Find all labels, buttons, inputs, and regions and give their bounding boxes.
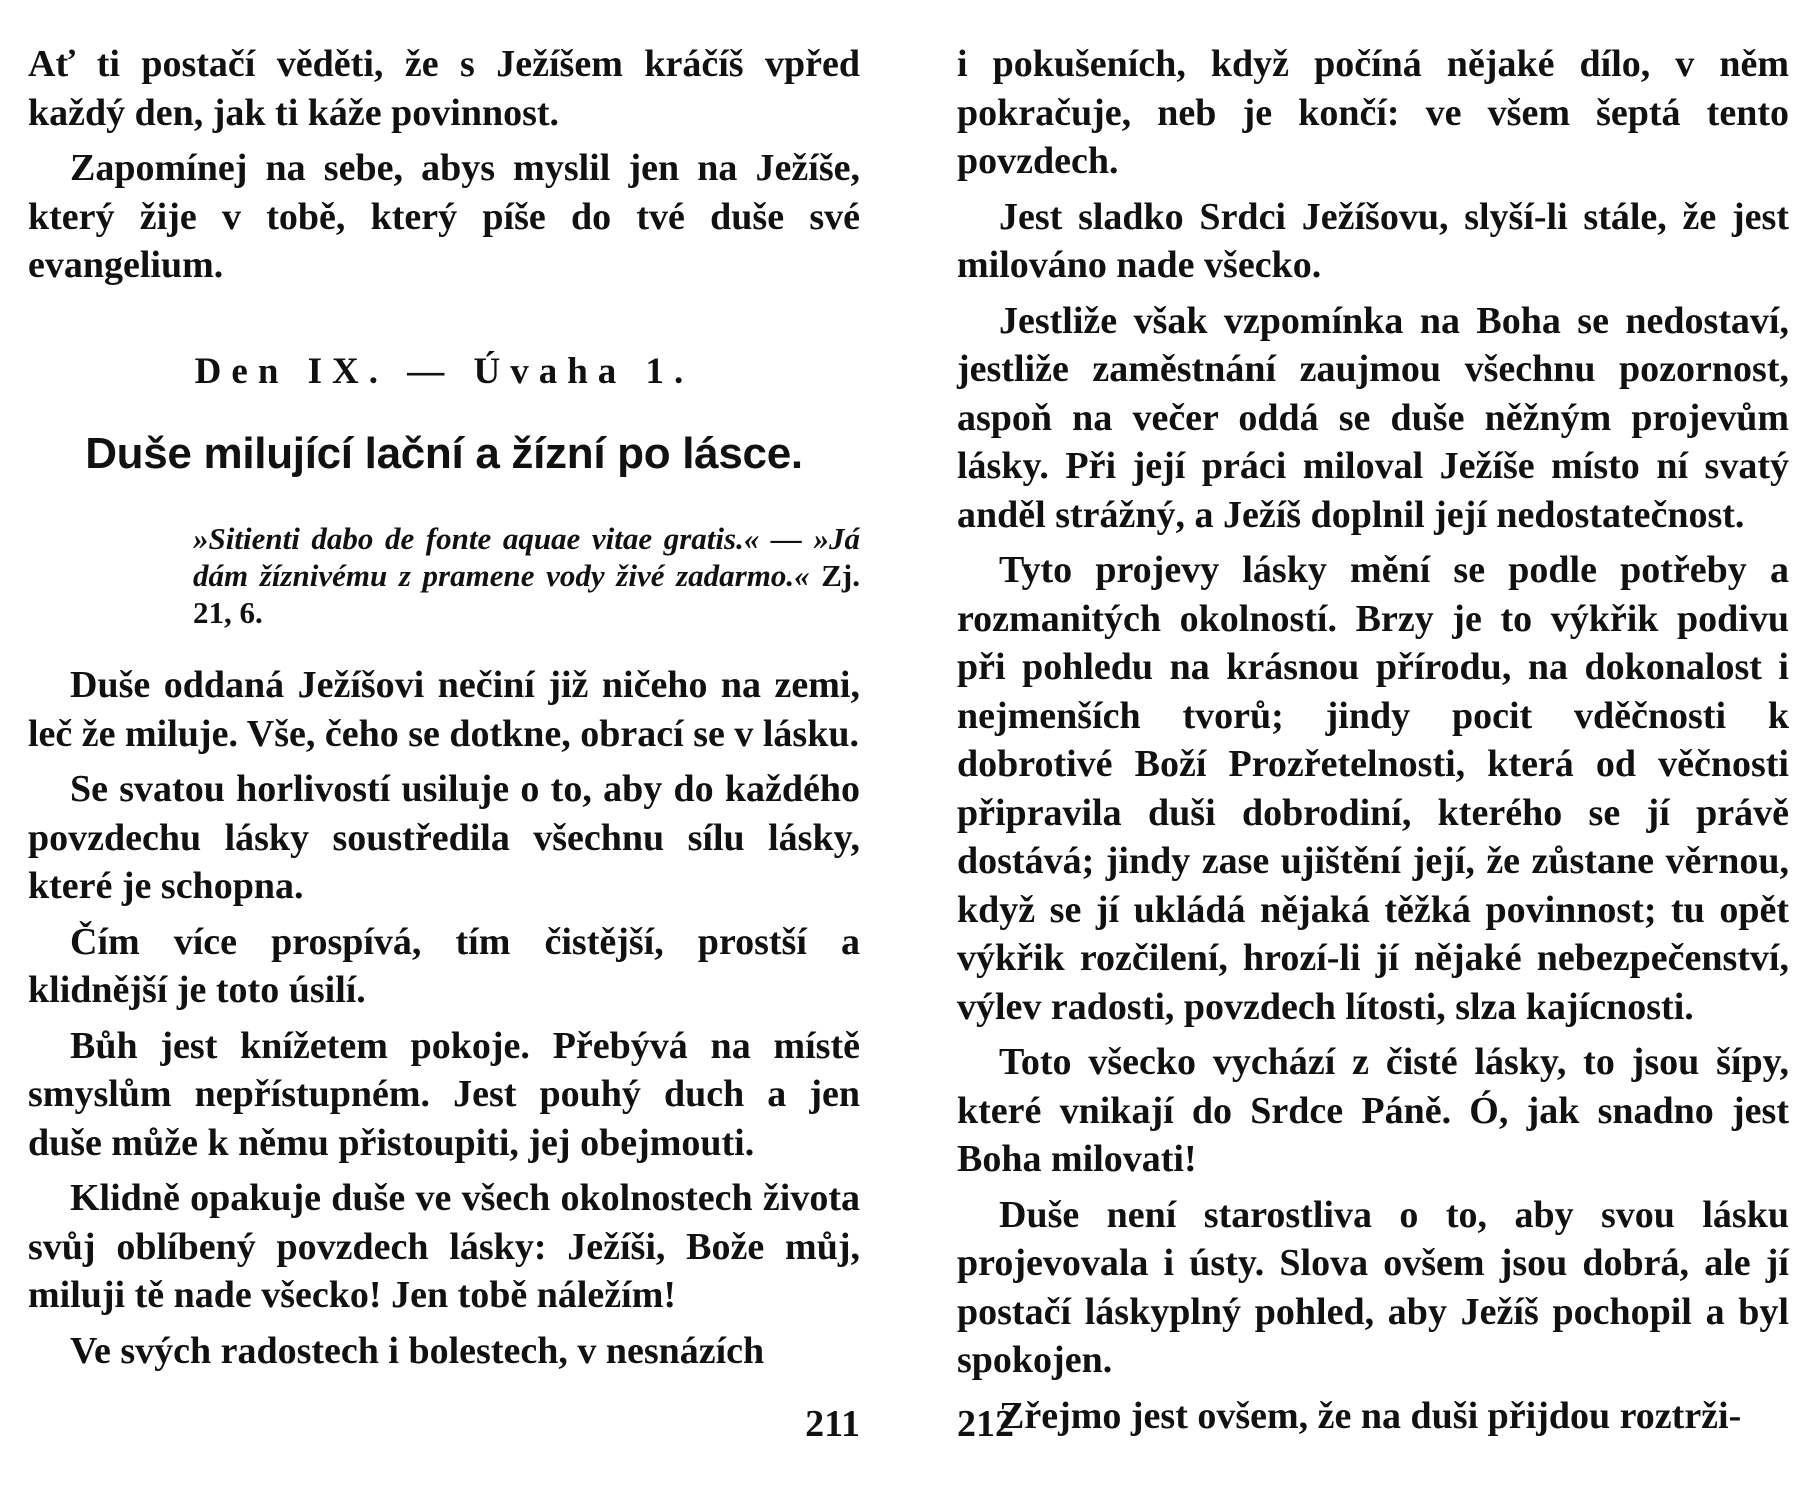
paragraph: Bůh jest knížetem pokoje. Přebývá na místě smyslům nepřístupném. Jest pouhý duch a jen duše může k němu přistoupiti, jej obejmouti. [28,1024,860,1164]
paragraph: Duše není starostliva o to, aby svou lásku projevovala i ústy. Slova ovšem jsou dobrá, ale jí postačí láskyplný pohled, aby Ježíš pochopil a byl spokojen. [957,1193,1789,1381]
paragraph: Toto všecko vychází z čisté lásky, to jsou šípy, které vnikají do Srdce Páně. Ó, jak snadno jest Boha milovati! [957,1041,1789,1180]
paragraph: Se svatou horlivostí usiluje o to, aby do každého povzdechu lásky soustředila všechnu sílu lásky, které je schopna. [28,768,860,907]
paragraph: Duše oddaná Ježíšovi nečiní již ničeho na zemi, leč že miluje. Vše, čeho se dotkne, obrací se v lásku. [28,664,860,755]
paragraph: Tyto projevy lásky mění se podle potřeby a rozmanitých okolností. Brzy je to výkřik podivu při pohledu na krásnou přírodu, na dokonalost i nejmenších tvorů; jindy pocit vděčnosti k dobrotivé Boží Prozřetelnosti, která od věčnosti připravila duši dobrodiní, kterého se jí právě dostává; jindy zase ujištění její, že zůstane věrnou, když se jí ukládá nějaká těžká povinnost; tu opět výkřik rozčilení, hrozí-li jí nějaké nebezpečenství, výlev radosti, povzdech lítosti, slza kajícnosti. [957,549,1789,1028]
right-page [957,40,1789,1480]
day-heading: Den IX. — Úvaha 1. [194,350,694,392]
page-number: 212 [957,1402,1014,1445]
epigraph-quote: »Sitienti dabo de fonte aquae vitae gratis.« — »Já dám žíznivému z pramene vody živé zadarmo.« [193,521,860,593]
epigraph [193,520,860,631]
paragraph: Zapomínej na sebe, abys myslil jen na Ježíše, který žije v tobě, který píše do tvé duše své evangelium. [28,147,860,286]
paragraph: Jestliže však vzpomínka na Boha se nedostaví, jestliže zaměstnání zaujmou všechnu pozornost, aspoň na večer oddá se duše něžným projevům lásky. Při její práci miloval Ježíše místo ní svatý anděl strážný, a Ježíš doplnil její nedostatečnost. [957,299,1789,536]
paragraph: Klidně opakuje duše ve všech okolnostech života svůj oblíbený povzdech lásky: Ježíši, Bože můj, miluji tě nade všecko! Jen tobě náležím! [28,1177,860,1316]
chapter-title: Duše milující lační a žízní po lásce. [85,429,803,478]
paragraph: Ať ti postačí věděti, že s Ježíšem kráčíš vpřed každý den, jak ti káže povinnost. [28,43,860,134]
paragraph: Čím více prospívá, tím čistější, prostší a klidnější je toto úsilí. [28,920,860,1011]
paragraph: i pokušeních, když počíná nějaké dílo, v něm pokračuje, neb je končí: ve všem šeptá tento povzdech. [957,43,1789,182]
paragraph: Zřejmo jest ovšem, že na duši přijdou roztrži- [999,1394,1742,1437]
epigraph-reference: Zj. 21, 6. [193,558,860,630]
left-page [28,40,860,1480]
paragraph: Jest sladko Srdci Ježíšovu, slyší-li stále, že jest milováno nade všecko. [957,195,1789,286]
page-number: 211 [805,1402,860,1445]
paragraph: Ve svých radostech i bolestech, v nesnázích [70,1329,765,1372]
